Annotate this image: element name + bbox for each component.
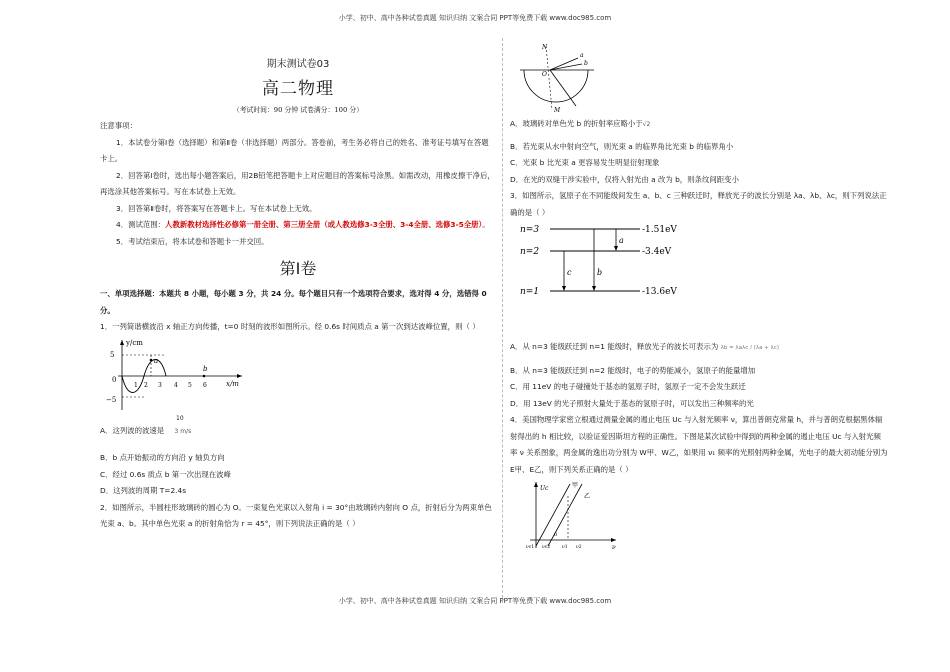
graph-tick-1: νc1 xyxy=(526,545,535,550)
graph-tick-4: ν2 xyxy=(576,545,582,550)
prism-M: M xyxy=(554,107,561,112)
wave-y-label: y/cm xyxy=(126,338,143,347)
graph-origin-label: 0 xyxy=(554,532,558,538)
arrow-b-label: b xyxy=(597,268,603,277)
wave-y-tick-5: 5 xyxy=(110,350,115,359)
exam-meta: （考试时间：90 分钟 试卷满分：100 分） xyxy=(232,106,364,114)
prism-a: a xyxy=(580,52,584,59)
notice-1: 1．本试卷分第Ⅰ卷（选择题）和第Ⅱ卷（非选择题）两部分。答卷前，考生务必将自己的姓名、准考证号填写在答题卡上。 xyxy=(100,137,489,163)
notice-4-suffix: 。 xyxy=(482,220,490,229)
q1-option-a xyxy=(100,423,496,441)
q2-option-d: D．在光的双缝干涉实验中，仅将入射光由 a 改为 b，则条纹间距变小 xyxy=(510,174,739,184)
level-n3-energy: -1.51eV xyxy=(642,225,677,235)
column-divider xyxy=(502,38,503,603)
graph-tick-2: νc2 xyxy=(542,545,551,550)
notice-4-prefix: 4．测试范围： xyxy=(116,220,166,229)
wave-x-tick-3: 3 xyxy=(158,381,162,389)
prism-b: b xyxy=(584,60,588,67)
q1-option-c: C．经过 0.6s 质点 b 第一次出现在波峰 xyxy=(100,469,231,479)
wave-x-tick-6: 6 xyxy=(203,381,207,389)
speed-fraction: 10 xyxy=(176,414,184,422)
graph-tick-3: ν1 xyxy=(562,545,568,550)
wave-x-tick-2: 2 xyxy=(144,381,148,389)
question-2: 2．如图所示，半圆柱形玻璃砖的圆心为 O。一束复色光束以入射角 i = 30°由玻璃砖内射向 O 点，折射后分为两束单色光束 a、b。其中单色光束 a 的折射角恰为 r = 45°，则下列说法正确的是（ ） xyxy=(100,502,492,528)
wave-graph xyxy=(104,336,264,414)
prism-O: O xyxy=(542,71,547,78)
q2-option-a xyxy=(510,116,888,134)
q2-option-c: C．光束 b 比光束 a 更容易发生明显衍射现象 xyxy=(510,158,660,167)
question-3: 3．如图所示，氢原子在不同能级间发生 a、b、c 三种跃迁时，释放光子的波长分别是 λa、λb、λc，则下列说法正确的是（ ） xyxy=(510,191,887,217)
level-n2-energy: -3.4eV xyxy=(642,247,672,257)
arrow-c-label: c xyxy=(567,268,572,277)
wave-x-tick-4: 4 xyxy=(174,381,178,389)
wave-y-tick-neg5: −5 xyxy=(106,395,117,404)
notice-5: 5．考试结束后，将本试卷和答题卡一并交回。 xyxy=(116,236,269,246)
notice-4-scope: 人教新教材选择性必修第一册全册、第三册全册（或人教选修3-3全册、3-4全册、选修3-5全册） xyxy=(165,220,483,229)
level-n1-label: n=1 xyxy=(520,287,540,297)
wave-x-tick-1: 1 xyxy=(134,381,138,389)
q3-option-a-text: A．从 n=3 能级跃迁到 n=1 能级时，释放光子的波长可表示为 xyxy=(510,342,719,351)
series-jia-label: 甲 xyxy=(572,482,579,489)
q3-option-a-value: λb = λaλc / (λa + λc) xyxy=(720,345,779,351)
q3-option-a xyxy=(510,339,888,357)
question-4: 4．美国物理学家密立根通过测量金属的遏止电压 Uc 与入射光频率 ν，算出普朗克常量 h，并与普朗克根据黑体辐射得出的 h 相比较，以验证爱因斯坦方程的正确性。下图是某次试验中得到的两种金属的遏止电压 Uc 与入射光频率 ν 关系图象，两金属的逸出功分别为 W甲、W乙，如果用 ν₁ 频率的光照射两种金属，光电子的最大初动能分别为 E甲、E乙，则下列关系正确的是（ ） xyxy=(510,415,888,474)
energy-level-diagram xyxy=(518,221,738,309)
q3-option-c: C．用 11eV 的电子碰撞处于基态的氢原子时，氢原子一定不会发生跃迁 xyxy=(510,382,746,391)
q3-option-d: D．用 13eV 的光子照射大量处于基态的氢原子时，可以发出三种频率的光 xyxy=(510,398,754,408)
graph-y-label: Uc xyxy=(540,485,549,492)
q2-option-b: B．若光束从水中射向空气，则光束 a 的临界角比光束 b 的临界角小 xyxy=(510,141,734,151)
exam-title: 期末测试卷03 xyxy=(266,59,330,70)
notice-3: 3．回答第Ⅱ卷时，将答案写在答题卡上。写在本试卷上无效。 xyxy=(116,203,317,213)
subject-title: 高二物理 xyxy=(262,79,334,99)
notice-4 xyxy=(100,217,496,234)
photoelectric-graph xyxy=(512,478,622,550)
left-column xyxy=(100,40,496,533)
notice-2: 2．回答第Ⅰ卷时，选出每小题答案后，用2B铅笔把答题卡上对应题目的答案标号涂黑。如需改动，用橡皮擦干净后，再选涂其他答案标号。写在本试卷上无效。 xyxy=(100,170,495,196)
question-1: 1．一列简谐横波沿 x 轴正方向传播，t=0 时刻的波形如图所示。经 0.6s 时间质点 a 第一次到达波峰位置，则（ ） xyxy=(100,322,480,331)
prism-diagram xyxy=(516,40,616,112)
q1-option-a-text: A．这列波的波速是 xyxy=(100,425,165,435)
wave-x-label: x/m xyxy=(226,379,239,388)
wave-point-a: a xyxy=(154,356,159,365)
page-footer: 小学、初中、高中各种试卷真题 知识归纳 文案合同 PPT等免费下载 www.doc985.com xyxy=(338,597,612,605)
q1-option-d: D．这列波的周期 T=2.4s xyxy=(100,486,187,495)
level-n2-label: n=2 xyxy=(520,247,540,257)
series-yi-label: 乙 xyxy=(584,493,591,500)
part1-heading: 一、单项选择题：本题共 8 小题，每小题 3 分，共 24 分。每个题目只有一个选项符合要求，选对得 4 分，选错得 0 分。 xyxy=(100,289,487,315)
q2-option-a-text: A．玻璃砖对单色光 b 的折射率应略小于 xyxy=(510,119,643,128)
right-column xyxy=(510,40,888,550)
prism-N: N xyxy=(542,44,548,51)
q1-option-a-value: 3 m/s xyxy=(174,427,192,435)
q2-option-a-value: √2 xyxy=(642,121,651,128)
graph-x-label: ν xyxy=(612,544,616,550)
notice-heading: 注意事项： xyxy=(100,121,137,130)
q1-option-b: B．b 点开始振动的方向沿 y 轴负方向 xyxy=(100,453,225,462)
section-title: 第Ⅰ卷 xyxy=(279,259,317,278)
wave-y-tick-0: 0 xyxy=(112,375,117,384)
level-n3-label: n=3 xyxy=(520,225,540,235)
arrow-a-label: a xyxy=(619,236,624,245)
wave-point-b: b xyxy=(203,364,208,373)
level-n1-energy: -13.6eV xyxy=(642,287,677,297)
wave-x-tick-5: 5 xyxy=(188,381,192,389)
q3-option-b: B．从 n=3 能级跃迁到 n=2 能级时，电子的势能减小，氢原子的能量增加 xyxy=(510,365,756,375)
page-header: 小学、初中、高中各种试卷真题 知识归纳 文案合同 PPT等免费下载 www.doc985.com xyxy=(338,14,612,22)
